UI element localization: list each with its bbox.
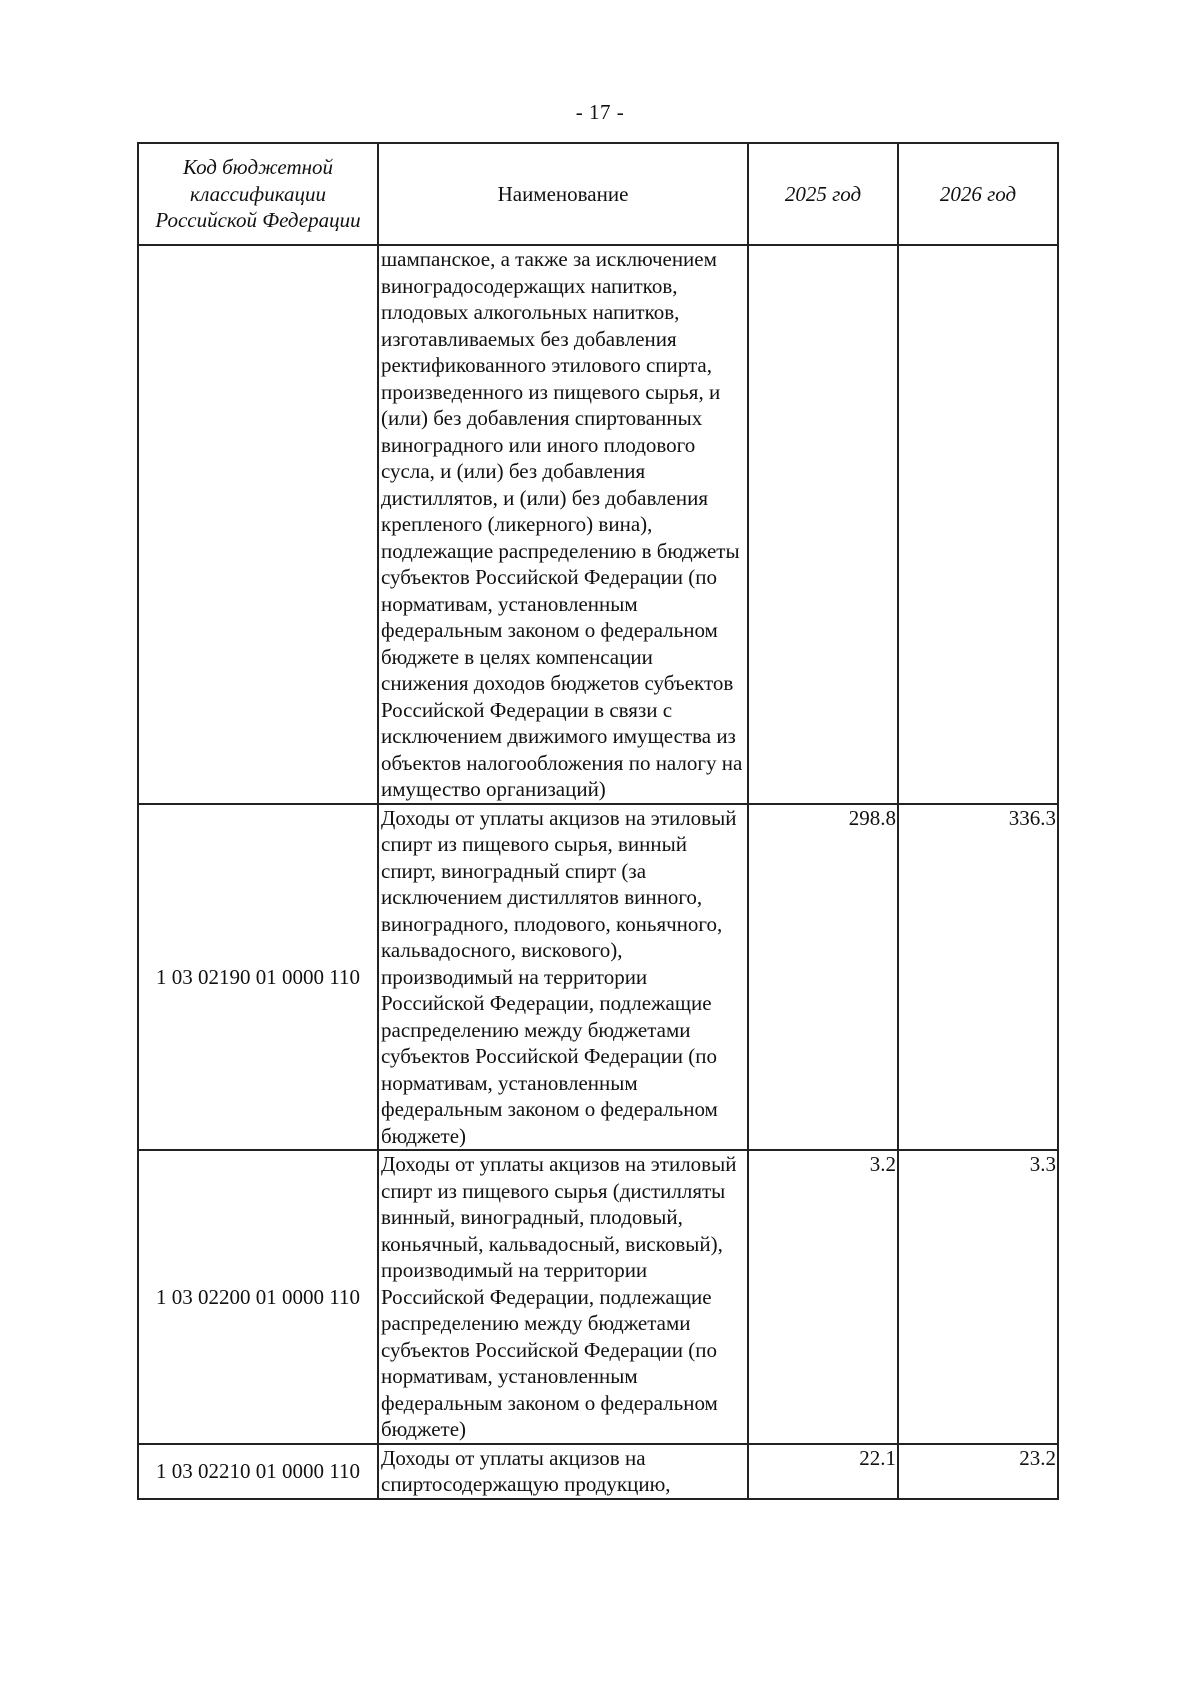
table-row xyxy=(138,804,1058,1151)
row-code: 1 03 02210 01 0000 110 xyxy=(138,1444,378,1499)
row-value-2026: 23.2 xyxy=(898,1444,1058,1499)
row-value-2025: 298.8 xyxy=(748,804,898,1151)
table-row xyxy=(138,1150,1058,1444)
table-row xyxy=(138,1444,1058,1499)
header-year-2025: 2025 год xyxy=(748,143,898,245)
page-number: - 17 - xyxy=(575,100,625,124)
header-code: Код бюджетной классификации Российской Федерации xyxy=(138,143,378,245)
row-name: шампанское, а также за исключением виноградосодержащих напитков, плодовых алкогольных напитков, изготавливаемых без добавления ректификованного этилового спирта, произведенного из пищевого сырья, и (или) без добавления спиртованных виноградного или иного плодового сусла, и (или) без добавления дистиллятов, и (или) без добавления крепленого (ликерного) вина), подлежащие распределению в бюджеты субъектов Российской Федерации (по нормативам, установленным федеральным законом о федеральном бюджете в целях компенсации снижения доходов бюджетов субъектов Российской Федерации в связи с исключением движимого имущества из объектов налогообложения по налогу на имущество организаций) xyxy=(378,245,748,804)
row-name: Доходы от уплаты акцизов на этиловый спирт из пищевого сырья, винный спирт, виноградный спирт (за исключением дистиллятов винного, виноградного, плодового, коньячного, кальвадосного, вискового), производимый на территории Российской Федерации, подлежащие распределению между бюджетами субъектов Российской Федерации (по нормативам, установленным федеральным законом о федеральном бюджете) xyxy=(378,804,748,1151)
row-value-2026: 3.3 xyxy=(898,1150,1058,1444)
row-code: 1 03 02200 01 0000 110 xyxy=(138,1150,378,1444)
row-name: Доходы от уплаты акцизов на спиртосодержащую продукцию, xyxy=(378,1444,748,1499)
row-code: 1 03 02190 01 0000 110 xyxy=(138,804,378,1151)
row-value-2025 xyxy=(748,245,898,804)
row-name: Доходы от уплаты акцизов на этиловый спирт из пищевого сырья (дистилляты винный, виноградный, плодовый, коньячный, кальвадосный, висковый), производимый на территории Российской Федерации, подлежащие распределению между бюджетами субъектов Российской Федерации (по нормативам, установленным федеральным законом о федеральном бюджете) xyxy=(378,1150,748,1444)
row-code xyxy=(138,245,378,804)
row-value-2025: 3.2 xyxy=(748,1150,898,1444)
row-value-2026: 336.3 xyxy=(898,804,1058,1151)
budget-table xyxy=(137,142,1059,1500)
row-value-2026 xyxy=(898,245,1058,804)
table-row xyxy=(138,245,1058,804)
table-header-row xyxy=(138,143,1058,245)
row-value-2025: 22.1 xyxy=(748,1444,898,1499)
header-year-2026: 2026 год xyxy=(898,143,1058,245)
header-name: Наименование xyxy=(378,143,748,245)
